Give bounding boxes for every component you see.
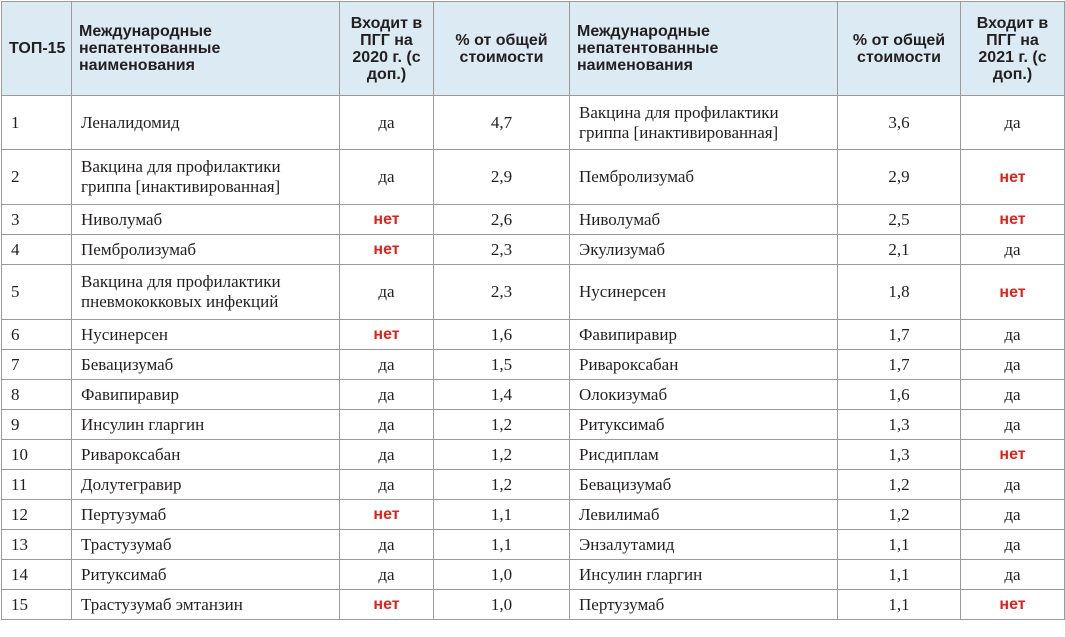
table-row — [2, 380, 1065, 410]
drug-name-2021-cell — [570, 235, 838, 265]
in-pgg-2020-cell — [340, 590, 434, 620]
header-percent-2020: % от общей стоимости — [434, 2, 570, 96]
in-pgg-2021-text: нет — [999, 211, 1026, 228]
in-pgg-2021-cell — [961, 235, 1065, 265]
header-in-pgg-2020: Входит в ПГГ на 2020 г. (с доп.) — [340, 2, 434, 96]
in-pgg-2020-text: да — [378, 534, 395, 554]
in-pgg-2021-text: нет — [999, 168, 1026, 186]
in-pgg-2021-cell — [961, 500, 1065, 530]
drug-name-2021-text: Экулизумаб — [579, 239, 666, 259]
percent-2021-text: 1,1 — [888, 564, 910, 584]
header-in-pgg-2021: Входит в ПГГ на 2021 г. (с доп.) — [961, 2, 1065, 96]
in-pgg-2021-cell — [961, 470, 1065, 500]
rank-text: 7 — [11, 354, 20, 374]
rank-text: 4 — [11, 239, 20, 259]
table-row — [2, 500, 1065, 530]
in-pgg-2020-text: да — [378, 112, 395, 132]
in-pgg-2021-cell — [961, 440, 1065, 470]
rank-cell — [2, 150, 72, 205]
rank-cell — [2, 560, 72, 590]
table-row — [2, 320, 1065, 350]
rank-text: 15 — [11, 594, 28, 614]
in-pgg-2021-cell — [961, 530, 1065, 560]
header-percent-2021: % от общей стоимости — [838, 2, 961, 96]
in-pgg-2021-text: да — [1004, 354, 1021, 374]
in-pgg-2020-cell — [340, 96, 434, 150]
drug-name-2021-cell — [570, 470, 838, 500]
in-pgg-2020-cell — [340, 265, 434, 320]
drug-name-2020-cell — [72, 410, 340, 440]
drug-name-2020-text: Ривароксабан — [81, 444, 181, 464]
drug-name-2020-text: Бевацизумаб — [81, 354, 174, 374]
in-pgg-2020-text: да — [378, 474, 395, 494]
table-row — [2, 590, 1065, 620]
table-row — [2, 265, 1065, 320]
percent-2020-cell — [434, 150, 570, 205]
percent-2021-cell — [838, 560, 961, 590]
percent-2021-text: 1,2 — [888, 474, 910, 494]
rank-text: 1 — [11, 112, 20, 132]
percent-2021-text: 1,1 — [888, 534, 910, 554]
percent-2021-cell — [838, 500, 961, 530]
in-pgg-2021-text: да — [1004, 384, 1021, 404]
percent-2020-text: 1,4 — [490, 384, 513, 404]
drug-name-2020-cell — [72, 205, 340, 235]
in-pgg-2020-text: да — [378, 384, 395, 404]
drug-name-2021-text: Энзалутамид — [579, 534, 675, 554]
drug-name-2021-cell — [570, 530, 838, 560]
header-inn-2020: Международные непатентованные наименования — [72, 2, 340, 96]
drug-name-2021-text: Олокизумаб — [579, 384, 668, 404]
rank-cell — [2, 410, 72, 440]
rank-cell — [2, 590, 72, 620]
in-pgg-2021-text: нет — [999, 596, 1026, 613]
top15-drugs-table — [1, 1, 1065, 620]
rank-text: 13 — [11, 534, 28, 554]
rank-cell — [2, 470, 72, 500]
in-pgg-2021-text: да — [1004, 414, 1021, 434]
drug-name-2020-text: Пембролизумаб — [81, 239, 197, 259]
table-row — [2, 560, 1065, 590]
in-pgg-2021-text: нет — [999, 446, 1026, 463]
rank-cell — [2, 265, 72, 320]
rank-text: 14 — [11, 564, 28, 584]
drug-name-2021-text: Ривароксабан — [579, 354, 679, 374]
percent-2021-cell — [838, 440, 961, 470]
in-pgg-2020-text: нет — [373, 596, 400, 613]
drug-name-2020-cell — [72, 380, 340, 410]
percent-2020-text: 2,3 — [490, 282, 513, 301]
drug-name-2021-text: Пертузумаб — [579, 594, 665, 614]
in-pgg-2021-text: да — [1004, 112, 1021, 132]
in-pgg-2021-text: да — [1004, 534, 1021, 554]
drug-name-2020-cell — [72, 500, 340, 530]
in-pgg-2021-cell — [961, 410, 1065, 440]
drug-name-2020-text: Вакцина для профилактики гриппа [инактивированная] — [81, 157, 281, 196]
drug-name-2021-cell — [570, 350, 838, 380]
rank-text: 6 — [11, 324, 20, 344]
in-pgg-2021-cell — [961, 590, 1065, 620]
in-pgg-2020-text: да — [378, 414, 395, 434]
rank-cell — [2, 530, 72, 560]
percent-2020-text: 1,0 — [490, 594, 513, 614]
in-pgg-2021-cell — [961, 320, 1065, 350]
percent-2021-cell — [838, 350, 961, 380]
drug-name-2021-text: Ритуксимаб — [579, 414, 665, 434]
drug-name-2020-text: Ритуксимаб — [81, 564, 167, 584]
drug-name-2021-cell — [570, 560, 838, 590]
in-pgg-2020-text: да — [378, 167, 395, 186]
table-row — [2, 530, 1065, 560]
rank-text: 9 — [11, 414, 20, 434]
table-row — [2, 235, 1065, 265]
drug-name-2021-text: Вакцина для профилактики гриппа [инактивированная] — [579, 102, 779, 142]
percent-2021-text: 2,1 — [888, 239, 910, 259]
drug-name-2020-text: Вакцина для профилактики пневмококковых инфекций — [81, 272, 281, 311]
percent-2020-cell — [434, 205, 570, 235]
percent-2020-text: 1,2 — [490, 474, 513, 494]
table-row — [2, 350, 1065, 380]
drug-name-2020-cell — [72, 530, 340, 560]
drug-name-2021-cell — [570, 265, 838, 320]
rank-cell — [2, 500, 72, 530]
drug-name-2021-cell — [570, 500, 838, 530]
in-pgg-2021-cell — [961, 350, 1065, 380]
percent-2020-text: 2,6 — [490, 209, 513, 229]
drug-name-2020-cell — [72, 440, 340, 470]
percent-2020-text: 2,3 — [490, 239, 513, 259]
drug-name-2021-cell — [570, 440, 838, 470]
in-pgg-2021-cell — [961, 96, 1065, 150]
drug-name-2021-text: Инсулин гларгин — [579, 564, 703, 584]
in-pgg-2020-text: нет — [373, 506, 400, 523]
percent-2020-text: 4,7 — [490, 112, 513, 132]
rank-text: 8 — [11, 384, 20, 404]
in-pgg-2020-cell — [340, 470, 434, 500]
in-pgg-2021-text: да — [1004, 564, 1021, 584]
percent-2020-text: 1,5 — [490, 354, 513, 374]
drug-name-2020-text: Леналидомид — [81, 112, 180, 132]
drug-name-2020-text: Фавипиравир — [81, 384, 179, 404]
percent-2020-text: 1,2 — [490, 414, 513, 434]
in-pgg-2021-cell — [961, 560, 1065, 590]
header-inn-2021: Международные непатентованные наименования — [570, 2, 838, 96]
table-header-row — [2, 2, 1065, 96]
in-pgg-2021-text: да — [1004, 324, 1021, 344]
percent-2020-cell — [434, 470, 570, 500]
rank-text: 12 — [11, 504, 28, 524]
percent-2020-text: 1,1 — [490, 504, 513, 524]
drug-name-2021-cell — [570, 96, 838, 150]
percent-2020-cell — [434, 410, 570, 440]
drug-name-2021-text: Рисдиплам — [579, 444, 659, 464]
rank-cell — [2, 380, 72, 410]
rank-cell — [2, 205, 72, 235]
rank-cell — [2, 350, 72, 380]
drug-name-2020-cell — [72, 150, 340, 205]
rank-text: 10 — [11, 444, 28, 464]
percent-2021-text: 1,1 — [888, 594, 910, 614]
rank-text: 2 — [11, 167, 20, 186]
percent-2020-cell — [434, 500, 570, 530]
in-pgg-2020-text: нет — [373, 326, 400, 343]
percent-2021-cell — [838, 320, 961, 350]
drug-name-2021-text: Пембролизумаб — [579, 167, 695, 186]
table-row — [2, 96, 1065, 150]
percent-2020-text: 1,2 — [490, 444, 513, 464]
drug-name-2020-cell — [72, 96, 340, 150]
drug-name-2020-cell — [72, 560, 340, 590]
drug-name-2020-cell — [72, 320, 340, 350]
in-pgg-2020-cell — [340, 205, 434, 235]
drug-name-2020-cell — [72, 235, 340, 265]
in-pgg-2021-text: да — [1004, 474, 1021, 494]
rank-text: 11 — [11, 474, 28, 494]
percent-2021-text: 1,7 — [888, 324, 910, 344]
in-pgg-2021-text: нет — [999, 283, 1026, 301]
in-pgg-2021-cell — [961, 150, 1065, 205]
percent-2021-cell — [838, 380, 961, 410]
percent-2021-text: 2,9 — [888, 167, 910, 186]
percent-2021-text: 1,2 — [888, 504, 910, 524]
drug-name-2020-text: Пертузумаб — [81, 504, 167, 524]
table-row — [2, 470, 1065, 500]
drug-name-2021-text: Нусинерсен — [579, 282, 666, 301]
in-pgg-2020-text: да — [378, 444, 395, 464]
drug-name-2020-text: Долутегравир — [81, 474, 182, 494]
percent-2020-cell — [434, 590, 570, 620]
in-pgg-2021-cell — [961, 265, 1065, 320]
header-top: ТОП-15 — [2, 2, 72, 96]
percent-2020-cell — [434, 560, 570, 590]
percent-2020-cell — [434, 350, 570, 380]
percent-2020-cell — [434, 440, 570, 470]
in-pgg-2020-cell — [340, 440, 434, 470]
table-row — [2, 150, 1065, 205]
table-row — [2, 410, 1065, 440]
in-pgg-2021-text: да — [1004, 504, 1021, 524]
in-pgg-2020-cell — [340, 150, 434, 205]
in-pgg-2020-cell — [340, 530, 434, 560]
percent-2021-cell — [838, 265, 961, 320]
percent-2021-text: 1,3 — [888, 414, 910, 434]
rank-cell — [2, 235, 72, 265]
in-pgg-2020-cell — [340, 235, 434, 265]
drug-name-2020-cell — [72, 265, 340, 320]
percent-2020-text: 1,6 — [490, 324, 513, 344]
percent-2021-text: 1,6 — [888, 384, 910, 404]
drug-name-2020-cell — [72, 470, 340, 500]
percent-2021-text: 3,6 — [888, 112, 910, 132]
rank-cell — [2, 320, 72, 350]
drug-name-2021-text: Бевацизумаб — [579, 474, 672, 494]
drug-name-2021-text: Фавипиравир — [579, 324, 677, 344]
rank-cell — [2, 96, 72, 150]
drug-name-2021-text: Ниволумаб — [579, 209, 661, 229]
percent-2021-cell — [838, 150, 961, 205]
drug-name-2020-text: Трастузумаб эмтанзин — [81, 594, 243, 614]
in-pgg-2020-cell — [340, 560, 434, 590]
percent-2020-cell — [434, 96, 570, 150]
table-body — [2, 96, 1065, 620]
drug-name-2021-cell — [570, 380, 838, 410]
percent-2020-cell — [434, 235, 570, 265]
in-pgg-2020-text: нет — [373, 211, 400, 228]
table-row — [2, 440, 1065, 470]
drug-name-2021-cell — [570, 150, 838, 205]
percent-2020-text: 2,9 — [490, 167, 513, 186]
percent-2021-text: 1,3 — [888, 444, 910, 464]
rank-text: 5 — [11, 282, 20, 301]
percent-2021-cell — [838, 235, 961, 265]
rank-text: 3 — [11, 209, 20, 229]
in-pgg-2020-cell — [340, 320, 434, 350]
in-pgg-2020-cell — [340, 350, 434, 380]
in-pgg-2020-text: да — [378, 564, 395, 584]
drug-name-2021-cell — [570, 320, 838, 350]
percent-2020-cell — [434, 530, 570, 560]
percent-2021-text: 1,7 — [888, 354, 910, 374]
percent-2021-text: 1,8 — [888, 282, 910, 301]
drug-name-2021-cell — [570, 590, 838, 620]
percent-2021-cell — [838, 470, 961, 500]
drug-name-2021-text: Левилимаб — [579, 504, 660, 524]
percent-2020-cell — [434, 265, 570, 320]
in-pgg-2020-cell — [340, 410, 434, 440]
rank-cell — [2, 440, 72, 470]
drug-name-2020-text: Нусинерсен — [81, 324, 168, 344]
in-pgg-2020-cell — [340, 500, 434, 530]
drug-name-2020-cell — [72, 590, 340, 620]
percent-2020-text: 1,1 — [490, 534, 513, 554]
in-pgg-2020-cell — [340, 380, 434, 410]
percent-2021-cell — [838, 96, 961, 150]
percent-2021-cell — [838, 410, 961, 440]
percent-2021-cell — [838, 590, 961, 620]
in-pgg-2020-text: да — [378, 354, 395, 374]
drug-name-2021-cell — [570, 205, 838, 235]
drug-name-2020-text: Трастузумаб — [81, 534, 172, 554]
percent-2020-text: 1,0 — [490, 564, 513, 584]
in-pgg-2020-text: да — [378, 282, 395, 301]
in-pgg-2021-text: да — [1004, 239, 1021, 259]
percent-2021-cell — [838, 530, 961, 560]
in-pgg-2021-cell — [961, 205, 1065, 235]
percent-2020-cell — [434, 380, 570, 410]
drug-name-2021-cell — [570, 410, 838, 440]
table-row — [2, 205, 1065, 235]
in-pgg-2020-text: нет — [373, 241, 400, 258]
percent-2021-cell — [838, 205, 961, 235]
percent-2021-text: 2,5 — [888, 209, 910, 229]
in-pgg-2021-cell — [961, 380, 1065, 410]
drug-name-2020-text: Инсулин гларгин — [81, 414, 205, 434]
drug-name-2020-cell — [72, 350, 340, 380]
percent-2020-cell — [434, 320, 570, 350]
drug-name-2020-text: Ниволумаб — [81, 209, 163, 229]
